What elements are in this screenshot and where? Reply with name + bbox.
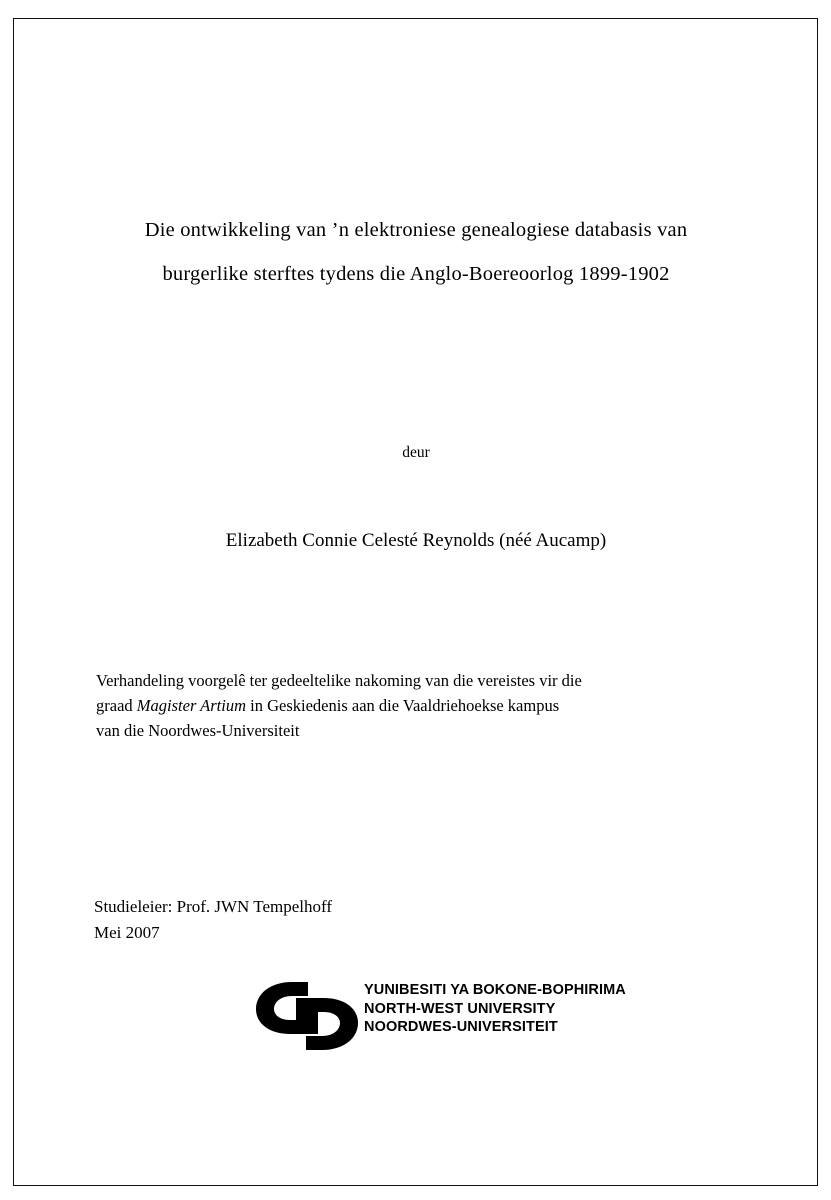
degree-name: Magister Artium — [136, 696, 247, 715]
title-line-2: burgerlike sterftes tydens die Anglo-Boereoorlog 1899-1902 — [162, 263, 670, 285]
statement-line-1: Verhandeling voorgelê ter gedeeltelike nakoming van die vereistes vir die — [96, 671, 582, 690]
logo-text-line-2: NORTH-WEST UNIVERSITY — [364, 1000, 556, 1017]
author-name: Elizabeth Connie Celesté Reynolds (néé Aucamp) — [225, 530, 607, 551]
title-line-1: Die ontwikkeling van ’n elektroniese genealogiese databasis van — [144, 219, 688, 241]
logo-text-line-3: NOORDWES-UNIVERSITEIT — [364, 1019, 558, 1035]
degree-statement — [96, 668, 716, 743]
university-logo-text — [364, 981, 626, 1037]
north-west-university-logo-icon — [252, 980, 362, 1052]
supervisor-block — [94, 894, 614, 946]
statement-line-3: van die Noordwes-Universiteit — [96, 721, 300, 740]
byline-label: deur — [402, 444, 430, 461]
document-title — [92, 208, 740, 296]
supervisor-line: Studieleier: Prof. JWN Tempelhoff — [94, 897, 333, 916]
university-logo — [252, 976, 672, 1056]
statement-line-2 — [96, 693, 716, 718]
logo-text-line-1: YUNIBESITI YA BOKONE-BOPHIRIMA — [364, 982, 626, 998]
page-content — [92, 18, 740, 1186]
statement-line-2-post: in Geskiedenis aan die Vaaldriehoekse kampus — [246, 696, 560, 715]
date-line: Mei 2007 — [94, 923, 160, 942]
statement-line-2-pre: graad — [96, 696, 137, 715]
